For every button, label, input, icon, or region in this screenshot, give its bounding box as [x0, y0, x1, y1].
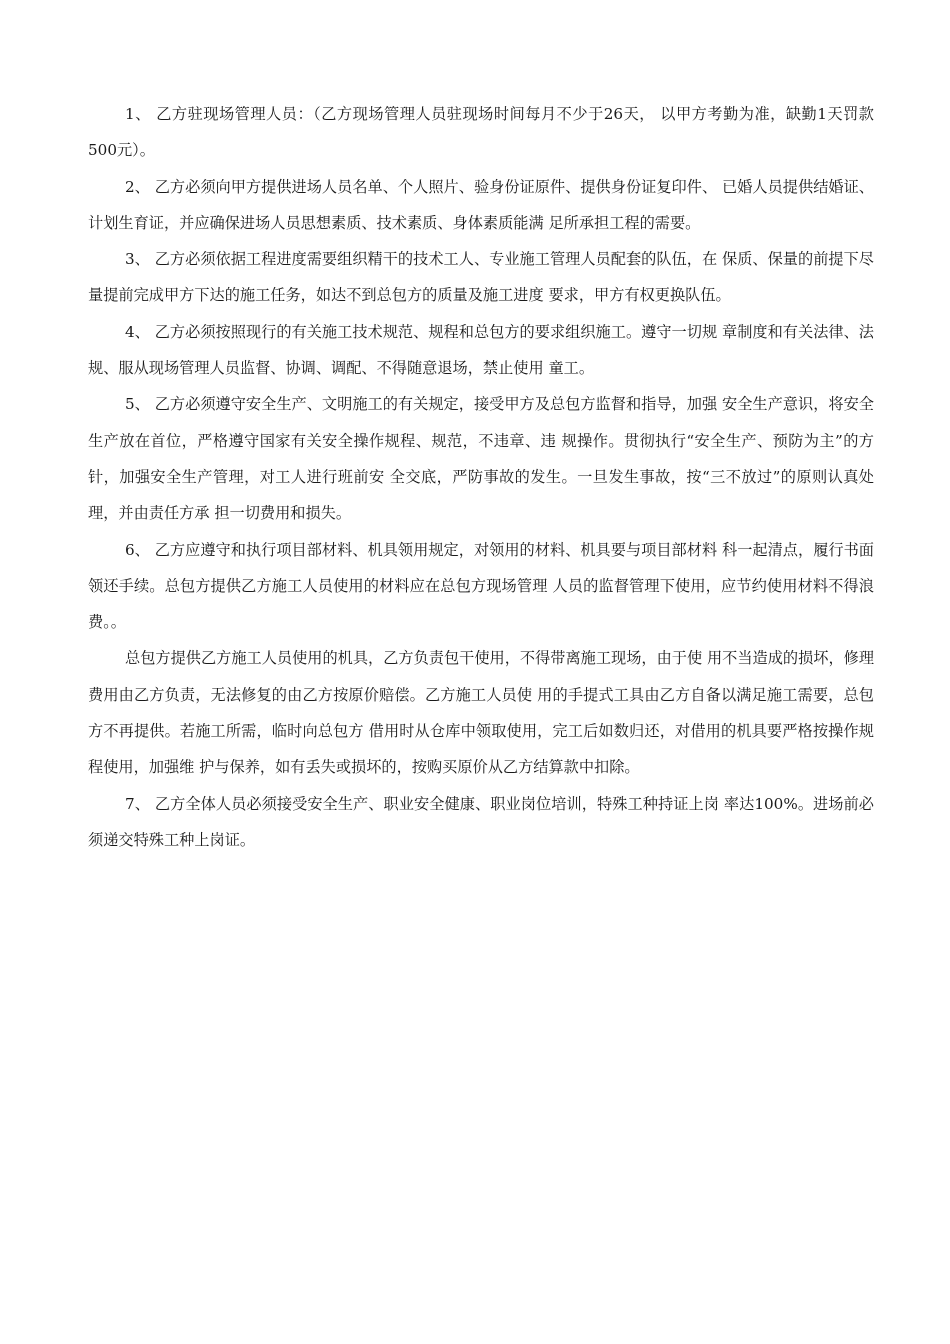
- clause-4-paragraph: 4、 乙方必须按照现行的有关施工技术规范、规程和总包方的要求组织施工。遵守一切规 章制度和有关法律、法规、服从现场管理人员监督、协调、调配、不得随意退场，禁止使用 童工。: [88, 322, 874, 378]
- document-body: [88, 96, 874, 858]
- clause-1-paragraph: 1、 乙方驻现场管理人员：（乙方现场管理人员驻现场时间每月不少于26天， 以甲方考勤为准，缺勤1天罚款500元）。: [88, 105, 874, 160]
- clause-6-continuation-paragraph: 总包方提供乙方施工人员使用的机具，乙方负责包干使用，不得带离施工现场，由于使 用不当造成的损坏，修理费用由乙方负责，无法修复的由乙方按原价赔偿。乙方施工人员使 用的手提式工具由乙方自备以满足施工需要，总包方不再提供。若施工所需，临时向总包方 借用时从仓库中领取使用，完工后如数归还，对借用的机具要严格按操作规程使用，加强维 护与保养，如有丢失或损坏的，按购买原价从乙方结算款中扣除。: [88, 649, 875, 777]
- clause-6-paragraph: 6、 乙方应遵守和执行项目部材料、机具领用规定，对领用的材料、机具要与项目部材料 科一起清点，履行书面领还手续。总包方提供乙方施工人员使用的材料应在总包方现场管理 人员的监督管理下使用，应节约使用材料不得浪费。。: [88, 540, 874, 632]
- clause-3-paragraph: 3、 乙方必须依据工程进度需要组织精干的技术工人、专业施工管理人员配套的队伍，在 保质、保量的前提下尽量提前完成甲方下达的施工任务，如达不到总包方的质量及施工进度 要求，甲方有权更换队伍。: [88, 250, 874, 305]
- clause-5-paragraph: 5、 乙方必须遵守安全生产、文明施工的有关规定，接受甲方及总包方监督和指导，加强 安全生产意识，将安全生产放在首位，严格遵守国家有关安全操作规程、规范，不违章、违 规操作。贯彻执行“安全生产、预防为主”的方针，加强安全生产管理，对工人进行班前安 全交底，严防事故的发生。一旦发生事故，按“三不放过”的原则认真处理，并由责任方承 担一切费用和损失。: [88, 395, 874, 523]
- clause-7-paragraph: 7、 乙方全体人员必须接受安全生产、职业安全健康、职业岗位培训，特殊工种持证上岗 率达100%。进场前必须递交特殊工种上岗证。: [88, 794, 874, 849]
- clause-2-paragraph: 2、 乙方必须向甲方提供进场人员名单、个人照片、验身份证原件、提供身份证复印件、 已婚人员提供结婚证、计划生育证，并应确保进场人员思想素质、技术素质、身体素质能满 足所承担工程的需要。: [88, 177, 874, 232]
